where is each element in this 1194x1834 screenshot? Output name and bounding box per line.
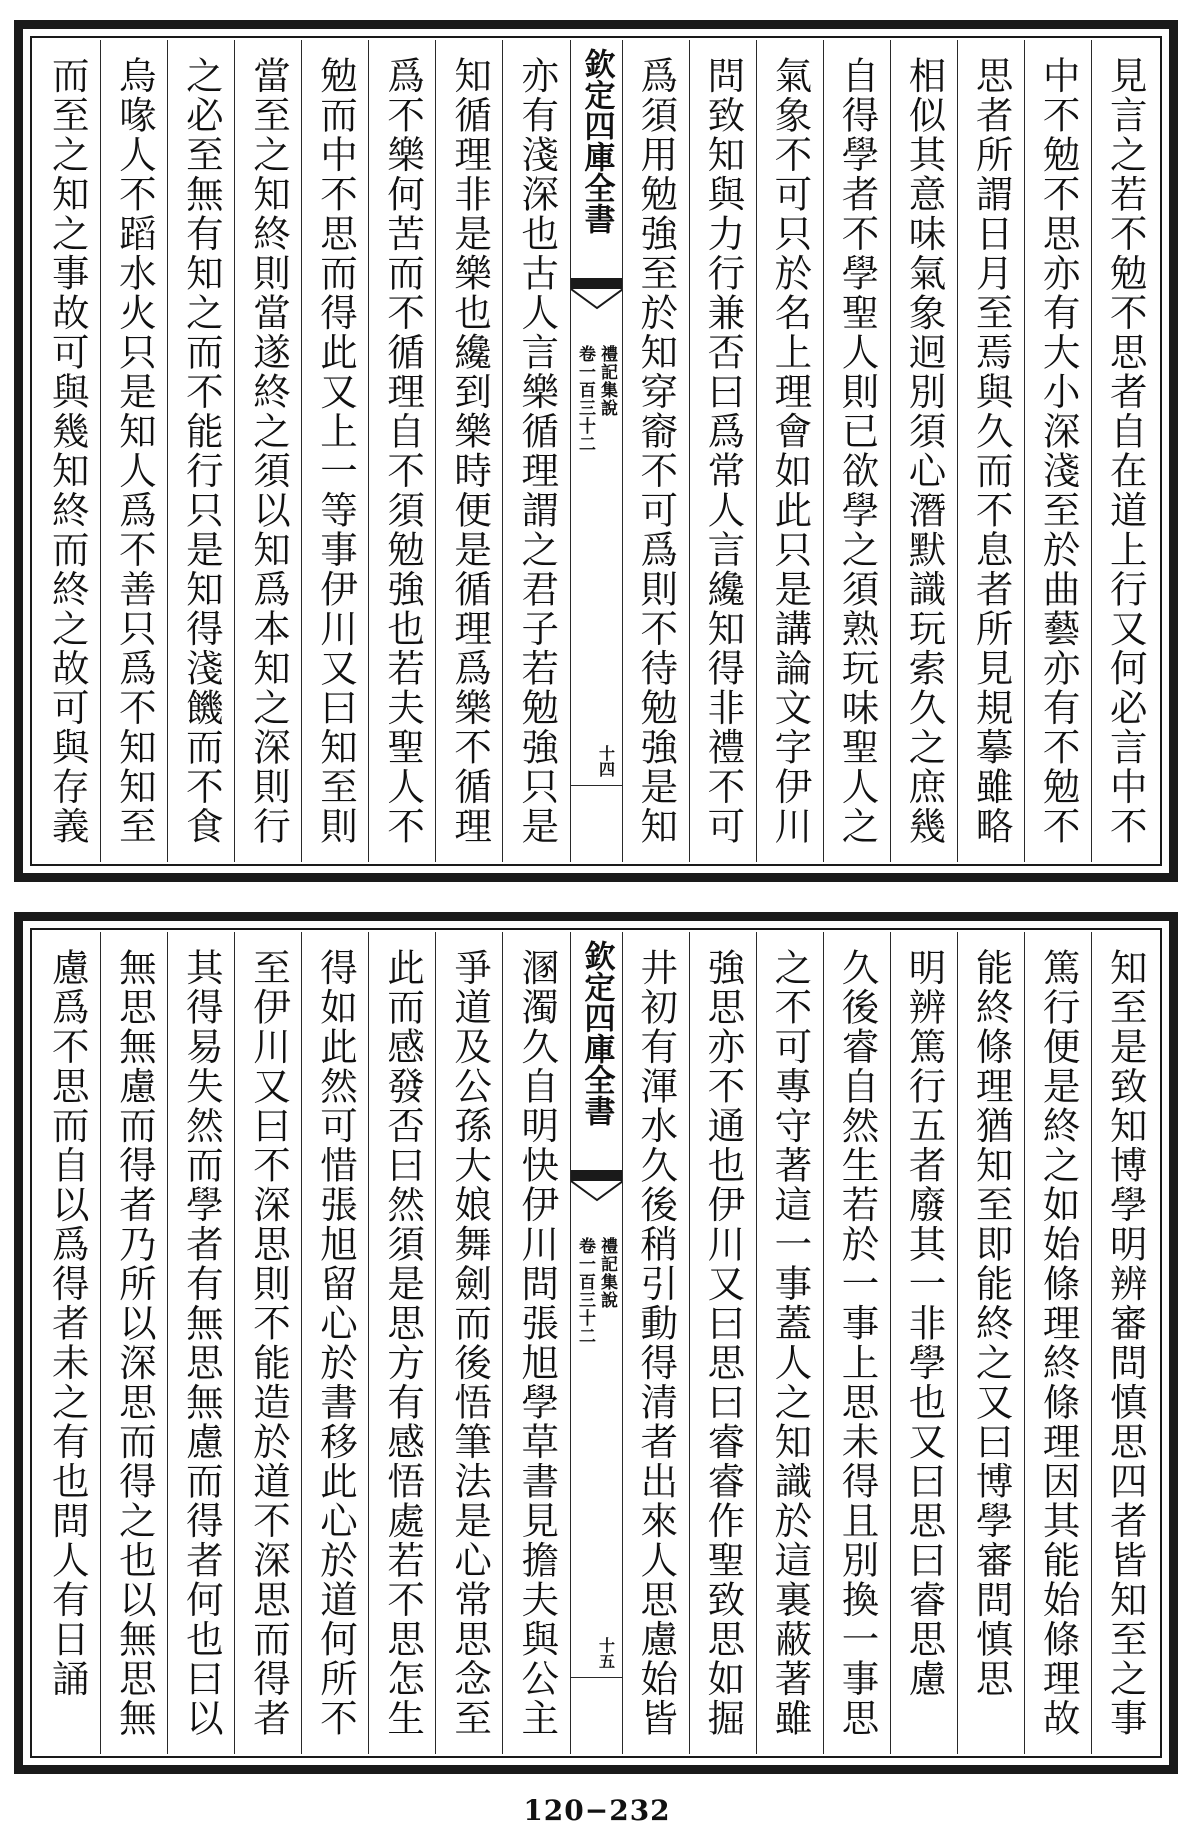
text-column-12: 勉而中不思而得此又上一等事伊川又曰知至則 [301, 40, 368, 862]
center-rule [571, 785, 622, 786]
text-column-11: 此而感發否曰然須是思方有感悟處若不思怎生 [368, 932, 435, 1754]
center-title: 欽定四庫全書 [578, 48, 615, 234]
text-column-8: 井初有渾水久後稍引動得清者出來人思慮始皆 [622, 932, 689, 1754]
text-column-3: 能終條理猶知至即能終之又曰博學審問慎思 [957, 932, 1024, 1754]
text-column-2: 中不勉不思亦有大小深淺至於曲藝亦有不勉不 [1024, 40, 1091, 862]
text-column-9: 亦有淺深也古人言樂循理謂之君子若勉強只是 [502, 40, 569, 862]
text-column-15: 無思無慮而得者乃所以深思而得之也以無思無 [100, 932, 167, 1754]
center-volume: 卷一百三十二 [575, 1237, 595, 1345]
fishtail-mark-icon [571, 1170, 622, 1204]
page-leaf-15 [14, 912, 1178, 1774]
text-column-13: 至伊川又曰不深思則不能造於道不深思而得者 [234, 932, 301, 1754]
center-fold [570, 932, 622, 1754]
text-column-1: 見言之若不勉不思者自在道上行又何必言中不 [1091, 40, 1158, 862]
text-column-4: 相似其意味氣象迥別須心潛默識玩索久之庶幾 [890, 40, 957, 862]
text-column-11: 爲不樂何苦而不循理自不須勉強也若夫聖人不 [368, 40, 435, 862]
center-book-name: 禮記集說 [597, 345, 617, 417]
leaf-number: 十五 [596, 1637, 616, 1669]
center-book-name: 禮記集說 [597, 1237, 617, 1309]
center-fold [570, 40, 622, 862]
text-column-14: 之必至無有知之而不能行只是知得淺饑而不食 [167, 40, 234, 862]
fishtail-mark-icon [571, 278, 622, 312]
text-column-7: 強思亦不通也伊川又曰思曰睿睿作聖致思如掘 [689, 932, 756, 1754]
text-column-7: 問致知與力行兼否曰爲常人言纔知得非禮不可 [689, 40, 756, 862]
text-column-10: 知循理非是樂也纔到樂時便是循理爲樂不循理 [435, 40, 502, 862]
text-column-2: 篤行便是終之如始條理終條理因其能始條理故 [1024, 932, 1091, 1754]
text-column-12: 得如此然可惜張旭留心於書移此心於道何所不 [301, 932, 368, 1754]
text-column-15: 烏喙人不蹈水火只是知人爲不善只爲不知知至 [100, 40, 167, 862]
text-column-14: 其得易失然而學者有無思無慮而得者何也曰以 [167, 932, 234, 1754]
text-column-16: 而至之知之事故可與幾知終而終之故可與存義 [45, 56, 90, 846]
center-volume: 卷一百三十二 [575, 345, 595, 453]
text-column-9: 溷濁久自明快伊川問張旭學草書見擔夫與公主 [502, 932, 569, 1754]
text-column-13: 當至之知終則當遂終之須以知爲本知之深則行 [234, 40, 301, 862]
text-column-6: 氣象不可只於名上理會如此只是講論文字伊川 [756, 40, 823, 862]
text-column-5: 久後睿自然生若於一事上思未得且別換一事思 [823, 932, 890, 1754]
text-column-3: 思者所謂日月至焉與久而不息者所見規摹雖略 [957, 40, 1024, 862]
leaf-number: 十四 [596, 745, 616, 777]
page-footer-number: 120−232 [523, 1794, 671, 1827]
text-column-10: 爭道及公孫大娘舞劍而後悟筆法是心常思念至 [435, 932, 502, 1754]
page-leaf-14 [14, 20, 1178, 882]
text-column-6: 之不可專守著這一事蓋人之知識於這裏蔽著雖 [756, 932, 823, 1754]
text-column-1: 知至是致知博學明辨審問慎思四者皆知至之事 [1091, 932, 1158, 1754]
text-grid [34, 932, 1158, 1754]
center-subtitle [571, 1237, 622, 1467]
text-column-16: 慮爲不思而自以爲得者未之有也問人有日誦 [45, 948, 90, 1699]
text-column-5: 自得學者不學聖人則已欲學之須熟玩味聖人之 [823, 40, 890, 862]
center-title: 欽定四庫全書 [578, 940, 615, 1126]
text-column-8: 爲須用勉強至於知穿窬不可爲則不待勉強是知 [622, 40, 689, 862]
center-rule [571, 1677, 622, 1678]
text-column-4: 明辨篤行五者廢其一非學也又曰思曰睿思慮 [890, 932, 957, 1754]
text-grid [34, 40, 1158, 862]
center-subtitle [571, 345, 622, 575]
